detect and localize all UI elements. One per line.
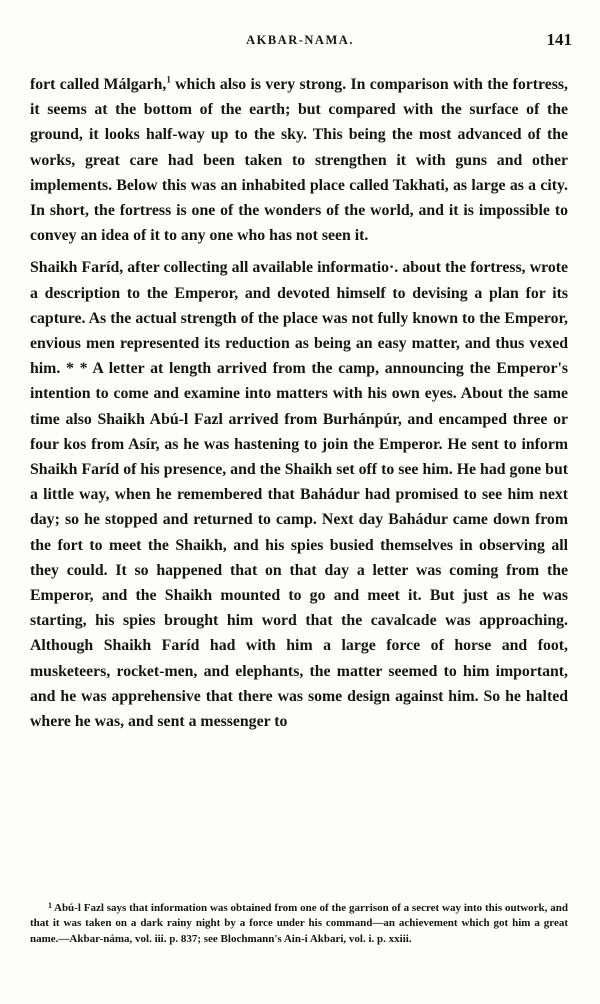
footnote bbox=[30, 898, 568, 947]
footnote-marker: 1 bbox=[48, 901, 52, 910]
footnote-text: Abú-l Fazl says that information was obtained from one of the garrison of a secret way into this outwork, and that it was taken on a dark rainy night by a force under his command—an achievement which got him a great name.—Akbar-náma, vol. iii. p. 837; see Blochmann's Ain-i Akbari, vol. i. p. xxiii. bbox=[30, 902, 568, 945]
paragraph-1-rest: which also is very strong. In comparison with the fortress, it seems at the bottom of the earth; but compared with the surface of the ground, it looks half-way up to the sky. This being the most advanced of the works, great care had been taken to strengthen it with guns and other implements. Below this was an inhabited place called Takhati, as large as a city. In short, the fortress is one of the wonders of the world, and it is impossible to convey an idea of it to any one who has not seen it. bbox=[30, 76, 568, 245]
paragraph-1 bbox=[30, 72, 568, 248]
paragraph-1-start: fort called Málgarh, bbox=[30, 76, 167, 93]
running-title: AKBAR-NAMA. bbox=[246, 33, 354, 47]
paragraph-2: Shaikh Faríd, after collecting all available informatio·. about the fortress, wrote a description to the Emperor, and devoted himself to devising a plan for its capture. As the actual strength of the place was not fully known to the Emperor, envious men represented its reduction as being an easy matter, and thus vexed him. * * A letter at length arrived from the camp, announcing the Emperor's intention to come and examine into matters with his own eyes. About the same time also Shaikh Abú-l Fazl arrived from Burhánpúr, and encamped three or four kos from Asír, as he was hastening to join the Emperor. He sent to inform Shaikh Faríd of his presence, and the Shaikh set off to see him. He had gone but a little way, when he remembered that Bahádur had promised to see him next day; so he stopped and returned to camp. Next day Bahádur came down from the fort to meet the Shaikh, and his spies busied themselves in observing all they could. It so happened that on that day a letter was coming from the Emperor, and the Shaikh mounted to go and meet it. But just as he was starting, his spies brought him word that the cavalcade was approaching. Although Shaikh Faríd had with him a large force of horse and foot, musketeers, rocket-men, and elephants, the matter seemed to him important, and he was apprehensive that there was some design against him. So he halted where he was, and sent a messenger to bbox=[30, 259, 568, 731]
body-text bbox=[30, 72, 568, 734]
page-number: 141 bbox=[546, 30, 572, 49]
footnote-reference: 1 bbox=[166, 74, 171, 85]
running-head bbox=[28, 30, 572, 52]
